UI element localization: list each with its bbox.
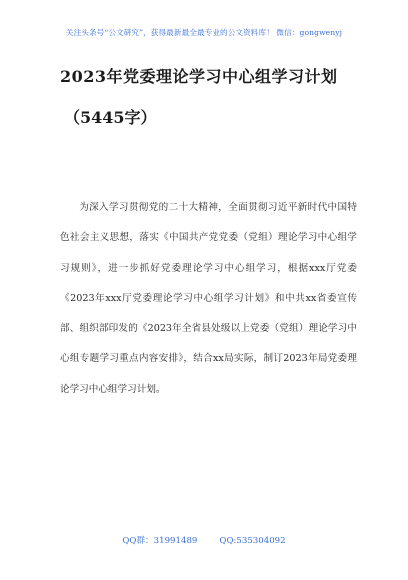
word-count: （5445字） (64, 108, 157, 127)
footer-contact (0, 534, 408, 546)
footer-qq: QQ:535304092 (219, 536, 286, 546)
body-paragraph: 为深入学习贯彻党的二十大精神，全面贯彻习近平新时代中国特色社会主义思想，落实《中国共产党党委（党组）理论学习中心组学习规则》，进一步抓好党委理论学习中心组学习，根据xxx厅党委《2023年xxx厅党委理论学习中心组学习计划》和中共xx省委宣传部、组织部印发的《2023年全省县处级以上党委（党组）理论学习中心组专题学习重点内容安排》，结合xx局实际，制订2023年局党委理论学习中心组学习计划。 (60, 202, 357, 395)
header-banner: 关注头条号“公文研究”，获得最新最全最专业的公文资料库！ 微信：gongwenyj (65, 28, 343, 37)
document-title: 2023年党委理论学习中心组学习计划 (60, 67, 338, 86)
footer-qq-group: QQ群：31991489 (122, 536, 198, 546)
